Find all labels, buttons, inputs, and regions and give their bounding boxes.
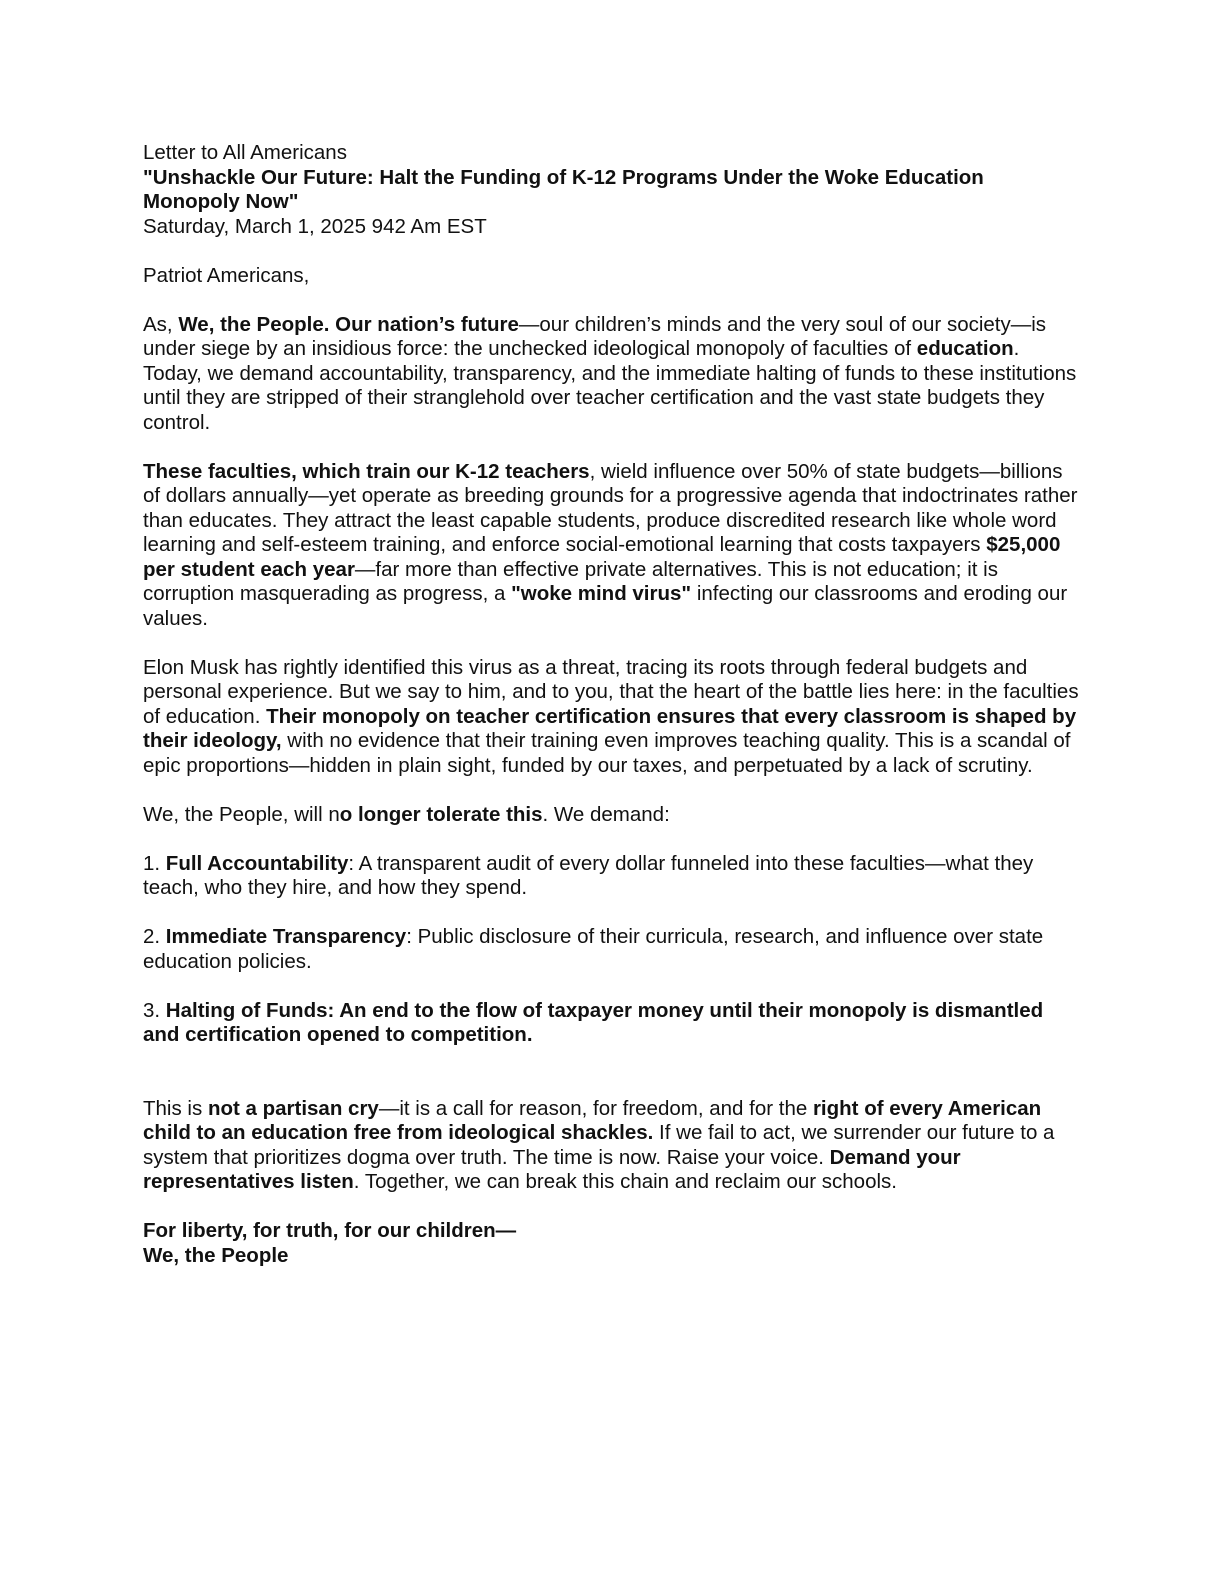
p5-text-e: If we fail to act, we surrender our future to a system that prioritizes dogma over truth. The time is now. Raise your voice. [143,1121,1055,1169]
p2-text-d: —far more than effective private alternatives. This is not education; it is corruption masquerading as progress, a [143,557,998,605]
p5-bold-d: right of every American child to an education free from ideological shackles. [143,1096,1042,1144]
p3-bold-b: Their monopoly on teacher certification ensures that every classroom is shaped by their ideology, [143,704,1077,752]
p1-bold-b: We, the People. Our nation’s future [178,312,519,336]
p5-text-g: . Together, we can break this chain and reclaim our schools. [353,1170,897,1193]
p2-bold-c: $25,000 per student each year [143,533,1061,581]
p1-bold-d: education [916,337,1014,360]
p2-bold-a: These faculties, which train our K-12 teachers [143,459,590,483]
p2-text-b: , wield influence over 50% of state budgets—billions of dollars annually—yet operate as breeding grounds for a progressive agenda that indoctrinates rather than educates. They attract the least capable students, produce discredited research like whole word learning and self-esteem training, and enforce social-emotional learning that costs taxpayers [143,459,1078,556]
p5-bold-f: Demand your representatives listen [143,1145,961,1193]
p1-text-e: . Today, we demand accountability, transparency, and the immediate halting of funds to these institutions until they are stripped of their stranglehold over teacher certification and the vast state budgets they control. [143,337,1077,434]
paragraph-2 [143,460,1083,632]
p5-text-a: This is [143,1096,208,1120]
demand-title: Immediate Transparency [165,925,407,948]
p1-text-a: As, [143,312,179,336]
demand-item-3 [143,999,1083,1048]
p2-bold-e: "woke mind virus" [511,582,692,605]
p2-text-f: infecting our classrooms and eroding our values. [143,582,1068,630]
paragraph-1 [143,313,1083,436]
p3-text-a: Elon Musk has rightly identified this virus as a threat, tracing its roots through federal budgets and personal experience. But we say to him, and to you, that the heart of the battle lies here: in the faculties of education. [143,655,1079,728]
paragraph-5 [143,1097,1083,1195]
demand-text: : Public disclosure of their curricula, research, and influence over state education policies. [143,925,1044,973]
p4-text-a: We, the People, will n [143,802,340,826]
demand-number: 3. [143,998,166,1022]
demand-number: 1. [143,851,166,875]
p1-text-c: —our children’s minds and the very soul of our society—is under siege by an insidious force: the unchecked ideological monopoly of faculties of [143,312,1047,360]
demand-title: Halting of Funds: An end to the flow of taxpayer money until their monopoly is dismantled and certification opened to competition. [143,998,1044,1046]
signature: We, the People [143,1243,289,1267]
closing-line: For liberty, for truth, for our children— [143,1219,517,1242]
demand-item-2 [143,925,1083,974]
demand-number: 2. [143,925,166,948]
demand-title: Full Accountability [165,851,349,875]
letter-heading: Letter to All Americans [143,141,347,164]
greeting: Patriot Americans, [143,263,310,287]
paragraph-3 [143,656,1083,779]
letter-title: "Unshackle Our Future: Halt the Funding of K-12 Programs Under the Woke Education Monopoly Now" [143,165,984,213]
p4-text-c: . We demand: [542,802,670,826]
demand-text: : A transparent audit of every dollar funneled into these faculties—what they teach, who they hire, and how they spend. [143,851,1034,899]
p5-bold-b: not a partisan cry [207,1096,379,1120]
letter-page [143,141,1083,1268]
demand-item-1 [143,852,1083,901]
p4-bold-b: o longer tolerate this [339,802,543,826]
p3-text-c: with no evidence that their training even improves teaching quality. This is a scandal of epic proportions—hidden in plain sight, funded by our taxes, and perpetuated by a lack of scrutiny. [143,729,1071,777]
p5-text-c: —it is a call for reason, for freedom, and for the [378,1096,813,1120]
paragraph-4 [143,803,1083,828]
letter-date: Saturday, March 1, 2025 942 Am EST [143,214,487,238]
